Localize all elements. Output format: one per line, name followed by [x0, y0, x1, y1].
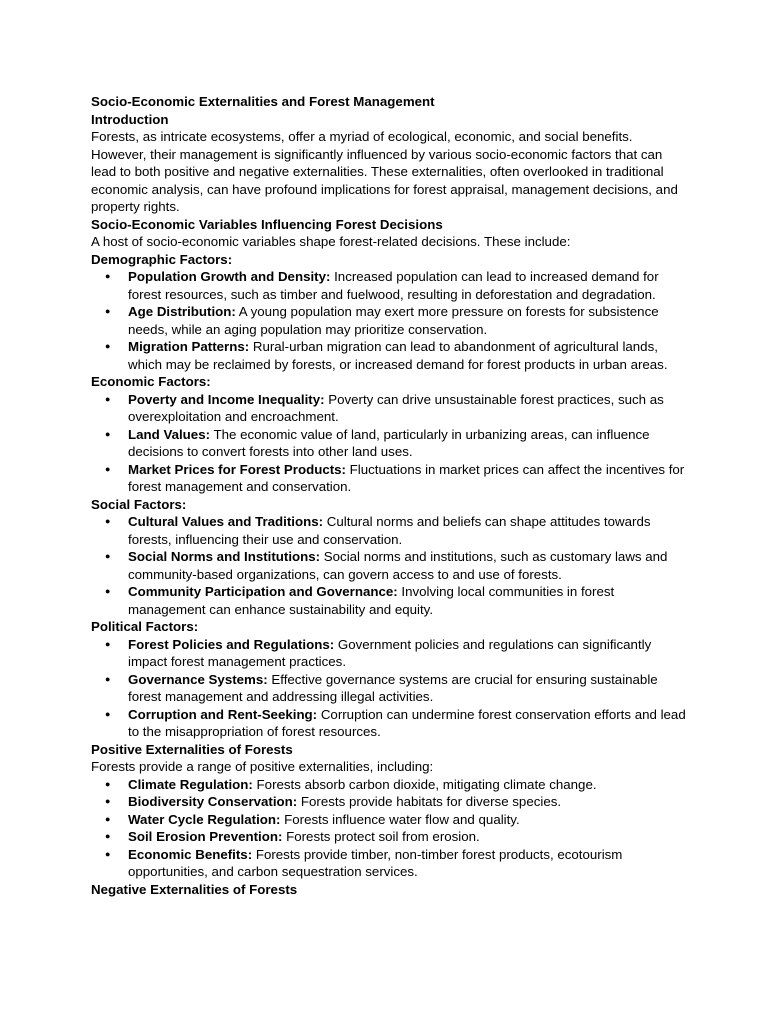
list-item	[91, 583, 691, 618]
economic-heading: Economic Factors:	[91, 374, 211, 389]
list-item-term: Biodiversity Conservation:	[128, 794, 298, 809]
list-item	[91, 461, 691, 496]
list-item-desc: Government policies and regulations can significantly impact forest management practices.	[128, 636, 652, 669]
list-item-desc: Social norms and institutions, such as customary laws and community-based organizations, can govern access to and use of forests.	[128, 549, 668, 582]
list-item-desc: Cultural norms and beliefs can shape attitudes towards forests, influencing their use and conservation.	[128, 514, 651, 547]
list-item-term: Soil Erosion Prevention:	[128, 829, 283, 844]
list-item-desc: Corruption can undermine forest conservation efforts and lead to the misappropriation of forest resources.	[128, 706, 686, 739]
list-item-term: Social Norms and Institutions:	[128, 549, 321, 564]
list-item	[91, 338, 691, 373]
list-item-term: Age Distribution:	[128, 304, 236, 319]
document-title: Socio-Economic Externalities and Forest Management	[91, 94, 435, 109]
demographic-heading: Demographic Factors:	[91, 251, 233, 267]
political-list	[91, 636, 691, 741]
variables-paragraph: A host of socio-economic variables shape forest-related decisions. These include:	[91, 234, 571, 249]
positive-externalities-list	[91, 776, 691, 881]
list-item	[91, 391, 691, 426]
introduction-paragraph: Forests, as intricate ecosystems, offer a myriad of ecological, economic, and social benefits. However, their management is significantly influenced by various socio-economic factors that can lead to both positive and negative externalities. These externalities, often overlooked in traditional economic analysis, can have profound implications for forest appraisal, management decisions, and property rights.	[91, 129, 678, 214]
positive-externalities-paragraph: Forests provide a range of positive externalities, including:	[91, 759, 434, 774]
list-item-desc: Forests provide habitats for diverse species.	[297, 794, 562, 809]
list-item-term: Water Cycle Regulation:	[128, 811, 281, 827]
list-item-desc: Forests influence water flow and quality.	[280, 811, 520, 827]
list-item	[91, 636, 691, 671]
list-item	[91, 793, 691, 811]
list-item	[91, 426, 691, 461]
list-item-term: Corruption and Rent-Seeking:	[128, 706, 318, 722]
list-item-desc: Increased population can lead to increased demand for forest resources, such as timber and fuelwood, resulting in deforestation and degradation.	[128, 269, 659, 302]
social-list	[91, 513, 691, 618]
introduction-heading: Introduction	[91, 111, 169, 127]
demographic-list	[91, 268, 691, 373]
list-item	[91, 671, 691, 706]
negative-externalities-heading: Negative Externalities of Forests	[91, 881, 298, 897]
list-item-term: Cultural Values and Traditions:	[128, 514, 324, 529]
document-page	[91, 93, 691, 898]
list-item	[91, 268, 691, 303]
list-item	[91, 828, 691, 846]
list-item-desc: The economic value of land, particularly in urbanizing areas, can influence decisions to convert forests into other land uses.	[128, 426, 650, 459]
list-item-term: Economic Benefits:	[128, 846, 253, 862]
social-heading: Social Factors:	[91, 496, 187, 512]
list-item-term: Forest Policies and Regulations:	[128, 636, 335, 652]
list-item	[91, 706, 691, 741]
list-item	[91, 303, 691, 338]
list-item-desc: Effective governance systems are crucial for ensuring sustainable forest management and addressing illegal activities.	[128, 671, 658, 704]
positive-externalities-heading: Positive Externalities of Forests	[91, 741, 293, 757]
list-item-term: Population Growth and Density:	[128, 269, 331, 284]
economic-list	[91, 391, 691, 496]
list-item	[91, 846, 691, 881]
list-item-desc: Involving local communities in forest management can enhance sustainability and equity.	[128, 584, 615, 617]
list-item-desc: Forests provide timber, non-timber forest products, ecotourism opportunities, and carbon sequestration services.	[128, 846, 623, 879]
variables-heading: Socio-Economic Variables Influencing Forest Decisions	[91, 216, 443, 232]
list-item-desc: Rural-urban migration can lead to abandonment of agricultural lands, which may be reclaimed by forests, or increased demand for forest products in urban areas.	[128, 339, 668, 372]
list-item-term: Community Participation and Governance:	[128, 584, 398, 599]
list-item-desc: Forests absorb carbon dioxide, mitigating climate change.	[252, 776, 597, 792]
list-item-term: Governance Systems:	[128, 671, 268, 687]
list-item-term: Climate Regulation:	[128, 776, 253, 792]
list-item	[91, 513, 691, 548]
list-item-term: Land Values:	[128, 426, 211, 442]
political-heading: Political Factors:	[91, 619, 199, 634]
list-item	[91, 811, 691, 829]
list-item-desc: A young population may exert more pressure on forests for subsistence needs, while an aging population may prioritize conservation.	[128, 304, 659, 337]
list-item-term: Migration Patterns:	[128, 339, 250, 354]
list-item-desc: Fluctuations in market prices can affect the incentives for forest management and conservation.	[128, 461, 685, 494]
list-item-term: Market Prices for Forest Products:	[128, 461, 346, 477]
list-item-desc: Poverty can drive unsustainable forest practices, such as overexploitation and encroachment.	[128, 391, 664, 424]
list-item-term: Poverty and Income Inequality:	[128, 391, 325, 407]
list-item-desc: Forests protect soil from erosion.	[282, 829, 480, 844]
list-item	[91, 548, 691, 583]
list-item	[91, 776, 691, 794]
